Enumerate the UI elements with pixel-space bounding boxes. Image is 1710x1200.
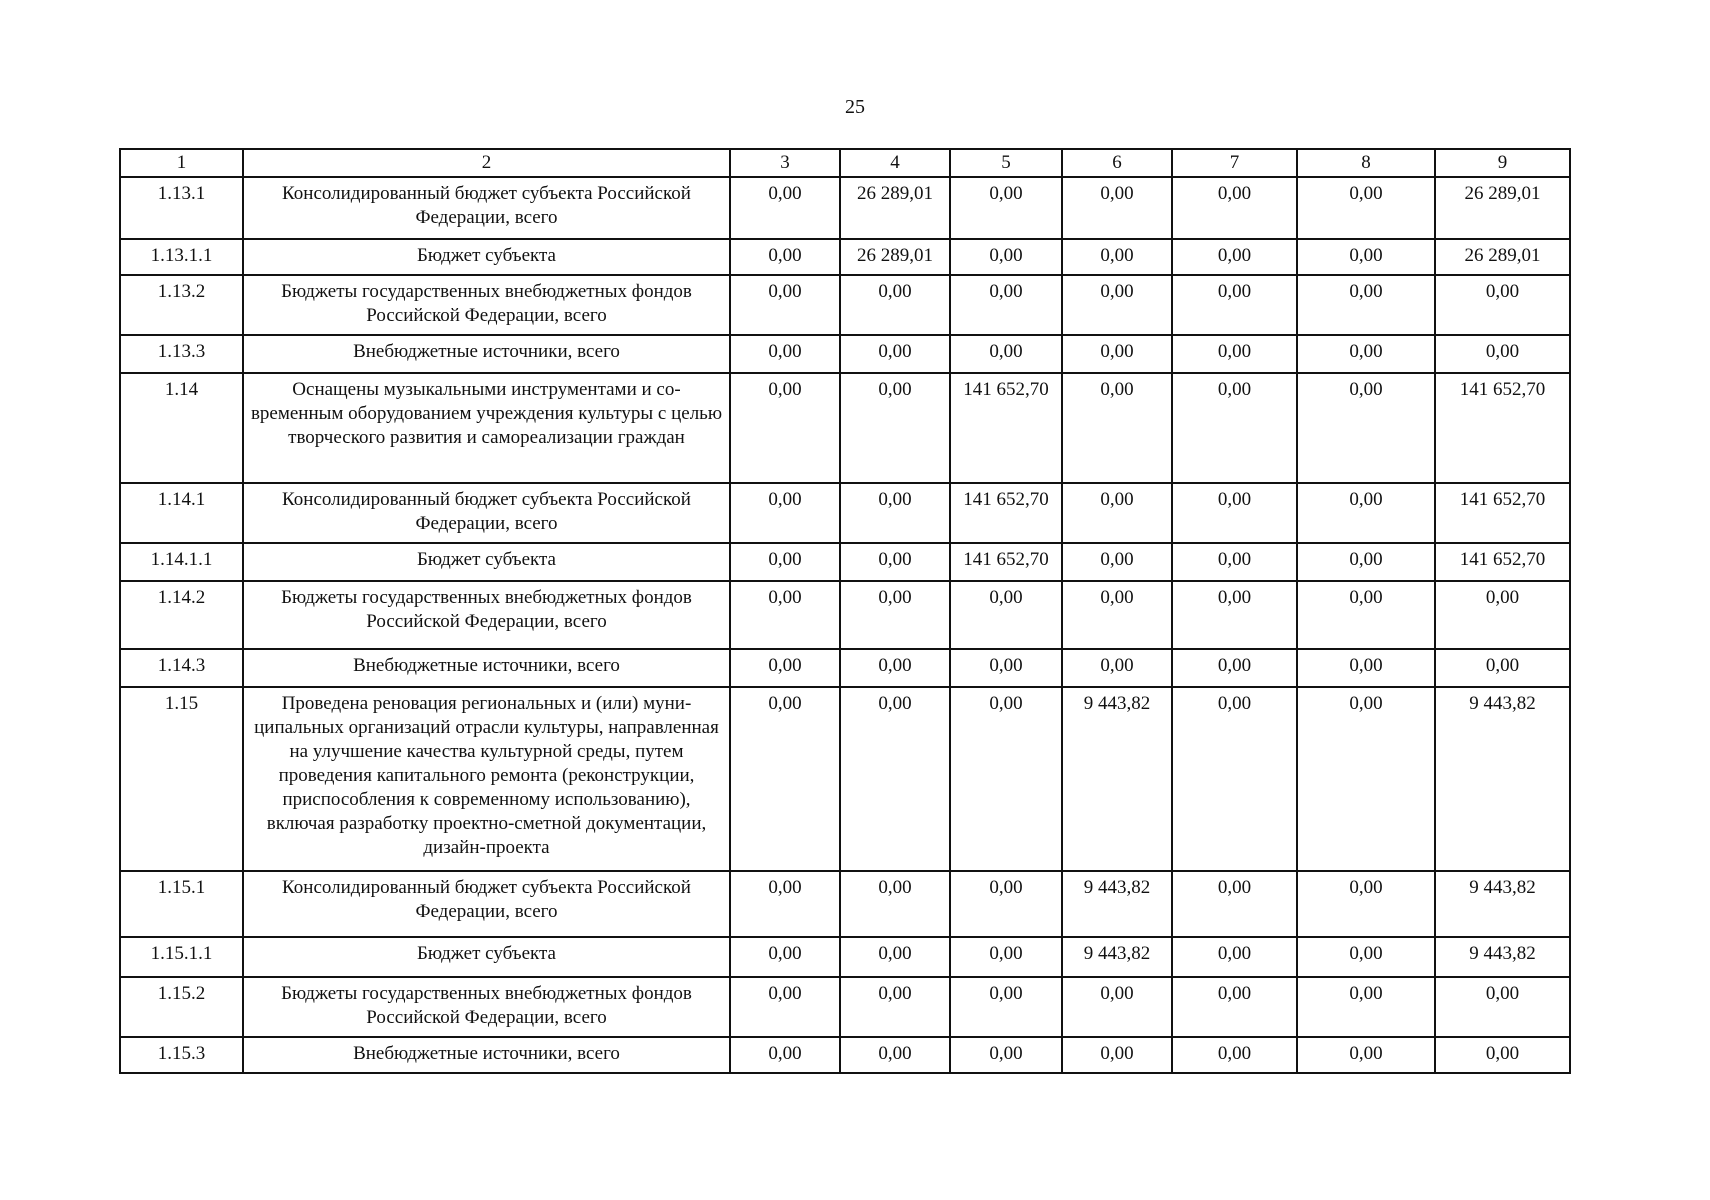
table-row <box>120 177 1570 239</box>
row-code: 1.14.1 <box>120 483 243 543</box>
row-value: 0,00 <box>1062 335 1172 373</box>
row-name: Бюджеты государственных внебюджетных фондов Российской Федерации, всего <box>243 275 730 335</box>
row-value: 26 289,01 <box>1435 239 1570 275</box>
row-value: 0,00 <box>1297 581 1435 649</box>
row-value: 0,00 <box>1297 649 1435 687</box>
table-row <box>120 373 1570 483</box>
row-value: 9 443,82 <box>1435 937 1570 977</box>
row-value: 0,00 <box>1297 687 1435 871</box>
row-value: 0,00 <box>1297 1037 1435 1073</box>
row-value: 9 443,82 <box>1435 687 1570 871</box>
row-value: 0,00 <box>1172 937 1297 977</box>
row-value: 0,00 <box>1172 543 1297 581</box>
row-value: 0,00 <box>950 177 1062 239</box>
page-number: 25 <box>845 96 865 118</box>
column-number-row <box>120 149 1570 177</box>
column-header: 6 <box>1062 149 1172 177</box>
row-value: 0,00 <box>1062 649 1172 687</box>
row-name: Бюджет субъекта <box>243 543 730 581</box>
row-name: Консолидированный бюджет субъекта Российской Федерации, всего <box>243 483 730 543</box>
row-name: Бюджеты государственных внебюджетных фондов Российской Федерации, всего <box>243 977 730 1037</box>
row-value: 0,00 <box>1297 373 1435 483</box>
row-code: 1.15 <box>120 687 243 871</box>
row-value: 0,00 <box>1172 177 1297 239</box>
table-row <box>120 977 1570 1037</box>
row-value: 0,00 <box>1172 335 1297 373</box>
row-value: 141 652,70 <box>1435 543 1570 581</box>
row-value: 9 443,82 <box>1062 937 1172 977</box>
row-value: 26 289,01 <box>840 239 950 275</box>
row-value: 26 289,01 <box>1435 177 1570 239</box>
row-name: Внебюджетные источники, всего <box>243 649 730 687</box>
row-value: 141 652,70 <box>950 373 1062 483</box>
row-value: 0,00 <box>730 1037 840 1073</box>
row-value: 0,00 <box>730 581 840 649</box>
row-value: 0,00 <box>840 1037 950 1073</box>
row-value: 0,00 <box>840 373 950 483</box>
table-row <box>120 871 1570 937</box>
row-code: 1.14.2 <box>120 581 243 649</box>
column-header: 2 <box>243 149 730 177</box>
row-code: 1.13.1.1 <box>120 239 243 275</box>
row-value: 0,00 <box>1062 543 1172 581</box>
row-value: 0,00 <box>730 687 840 871</box>
row-value: 0,00 <box>1297 335 1435 373</box>
row-code: 1.14.1.1 <box>120 543 243 581</box>
table-row <box>120 239 1570 275</box>
row-name: Внебюджетные источники, всего <box>243 1037 730 1073</box>
row-code: 1.13.2 <box>120 275 243 335</box>
row-value: 0,00 <box>1172 687 1297 871</box>
row-value: 0,00 <box>730 871 840 937</box>
column-header: 7 <box>1172 149 1297 177</box>
row-value: 9 443,82 <box>1062 687 1172 871</box>
row-value: 0,00 <box>950 1037 1062 1073</box>
row-value: 0,00 <box>1435 275 1570 335</box>
row-value: 0,00 <box>950 687 1062 871</box>
row-value: 0,00 <box>1172 483 1297 543</box>
row-code: 1.15.1.1 <box>120 937 243 977</box>
row-value: 0,00 <box>1435 581 1570 649</box>
row-value: 0,00 <box>1435 649 1570 687</box>
row-value: 0,00 <box>1297 177 1435 239</box>
row-value: 0,00 <box>840 275 950 335</box>
row-value: 0,00 <box>730 177 840 239</box>
row-value: 0,00 <box>950 239 1062 275</box>
row-name: Проведена реновация региональных и (или) муни-ципальных организаций отрасли культуры, направленная на улучшение качества культурной среды, путем проведения капитального ремонта (реконструкции, приспособления к современному использованию), включая разработку проектно-сметной документации, дизайн-проекта <box>243 687 730 871</box>
row-value: 0,00 <box>1297 239 1435 275</box>
row-value: 0,00 <box>1172 581 1297 649</box>
row-value: 9 443,82 <box>1062 871 1172 937</box>
row-value: 0,00 <box>730 937 840 977</box>
table-row <box>120 937 1570 977</box>
row-value: 0,00 <box>950 649 1062 687</box>
column-header: 3 <box>730 149 840 177</box>
row-value: 0,00 <box>840 335 950 373</box>
row-value: 0,00 <box>1062 1037 1172 1073</box>
row-value: 141 652,70 <box>950 543 1062 581</box>
column-header: 5 <box>950 149 1062 177</box>
table-row <box>120 543 1570 581</box>
row-code: 1.15.1 <box>120 871 243 937</box>
row-value: 0,00 <box>950 871 1062 937</box>
row-value: 9 443,82 <box>1435 871 1570 937</box>
row-value: 0,00 <box>1297 275 1435 335</box>
table-row <box>120 275 1570 335</box>
table-row <box>120 483 1570 543</box>
row-value: 0,00 <box>1297 937 1435 977</box>
row-value: 0,00 <box>840 871 950 937</box>
row-value: 0,00 <box>730 373 840 483</box>
table-row <box>120 335 1570 373</box>
row-name: Внебюджетные источники, всего <box>243 335 730 373</box>
row-value: 0,00 <box>840 977 950 1037</box>
row-value: 0,00 <box>1172 373 1297 483</box>
row-name: Консолидированный бюджет субъекта Российской Федерации, всего <box>243 871 730 937</box>
row-value: 0,00 <box>1172 871 1297 937</box>
row-value: 0,00 <box>1172 1037 1297 1073</box>
table-body <box>120 177 1570 1073</box>
row-value: 0,00 <box>1172 977 1297 1037</box>
row-value: 0,00 <box>1172 649 1297 687</box>
row-value: 0,00 <box>950 581 1062 649</box>
row-value: 0,00 <box>1172 275 1297 335</box>
row-name: Бюджеты государственных внебюджетных фондов Российской Федерации, всего <box>243 581 730 649</box>
row-value: 0,00 <box>1062 275 1172 335</box>
table-row <box>120 649 1570 687</box>
row-name: Оснащены музыкальными инструментами и со-временным оборудованием учреждения культуры с целью творческого развития и самореализации граждан <box>243 373 730 483</box>
row-value: 0,00 <box>840 543 950 581</box>
row-value: 0,00 <box>730 649 840 687</box>
row-value: 0,00 <box>730 275 840 335</box>
row-name: Консолидированный бюджет субъекта Российской Федерации, всего <box>243 177 730 239</box>
row-value: 0,00 <box>840 687 950 871</box>
row-value: 0,00 <box>730 335 840 373</box>
row-value: 0,00 <box>840 937 950 977</box>
row-value: 0,00 <box>950 977 1062 1037</box>
row-value: 0,00 <box>950 937 1062 977</box>
row-value: 141 652,70 <box>1435 373 1570 483</box>
column-header: 1 <box>120 149 243 177</box>
column-header: 4 <box>840 149 950 177</box>
row-value: 0,00 <box>1062 177 1172 239</box>
row-code: 1.13.3 <box>120 335 243 373</box>
row-value: 0,00 <box>1435 977 1570 1037</box>
row-code: 1.14 <box>120 373 243 483</box>
column-header: 8 <box>1297 149 1435 177</box>
row-value: 26 289,01 <box>840 177 950 239</box>
row-value: 0,00 <box>1435 335 1570 373</box>
row-value: 0,00 <box>1062 483 1172 543</box>
table-row <box>120 1037 1570 1073</box>
table-row <box>120 687 1570 871</box>
row-value: 0,00 <box>1297 483 1435 543</box>
row-value: 0,00 <box>840 581 950 649</box>
row-code: 1.14.3 <box>120 649 243 687</box>
row-value: 0,00 <box>1062 977 1172 1037</box>
budget-table <box>119 148 1571 1074</box>
row-value: 0,00 <box>950 275 1062 335</box>
row-code: 1.15.3 <box>120 1037 243 1073</box>
row-value: 141 652,70 <box>950 483 1062 543</box>
row-value: 0,00 <box>730 543 840 581</box>
row-value: 0,00 <box>1062 581 1172 649</box>
row-value: 0,00 <box>950 335 1062 373</box>
row-value: 0,00 <box>1172 239 1297 275</box>
row-value: 0,00 <box>1297 543 1435 581</box>
row-code: 1.15.2 <box>120 977 243 1037</box>
row-value: 0,00 <box>730 239 840 275</box>
row-name: Бюджет субъекта <box>243 239 730 275</box>
row-value: 0,00 <box>1062 239 1172 275</box>
row-value: 0,00 <box>1062 373 1172 483</box>
row-value: 0,00 <box>1297 977 1435 1037</box>
row-value: 0,00 <box>730 483 840 543</box>
row-value: 0,00 <box>730 977 840 1037</box>
row-value: 0,00 <box>840 649 950 687</box>
row-value: 0,00 <box>840 483 950 543</box>
row-value: 0,00 <box>1435 1037 1570 1073</box>
row-name: Бюджет субъекта <box>243 937 730 977</box>
row-value: 141 652,70 <box>1435 483 1570 543</box>
row-value: 0,00 <box>1297 871 1435 937</box>
column-header: 9 <box>1435 149 1570 177</box>
table-row <box>120 581 1570 649</box>
row-code: 1.13.1 <box>120 177 243 239</box>
